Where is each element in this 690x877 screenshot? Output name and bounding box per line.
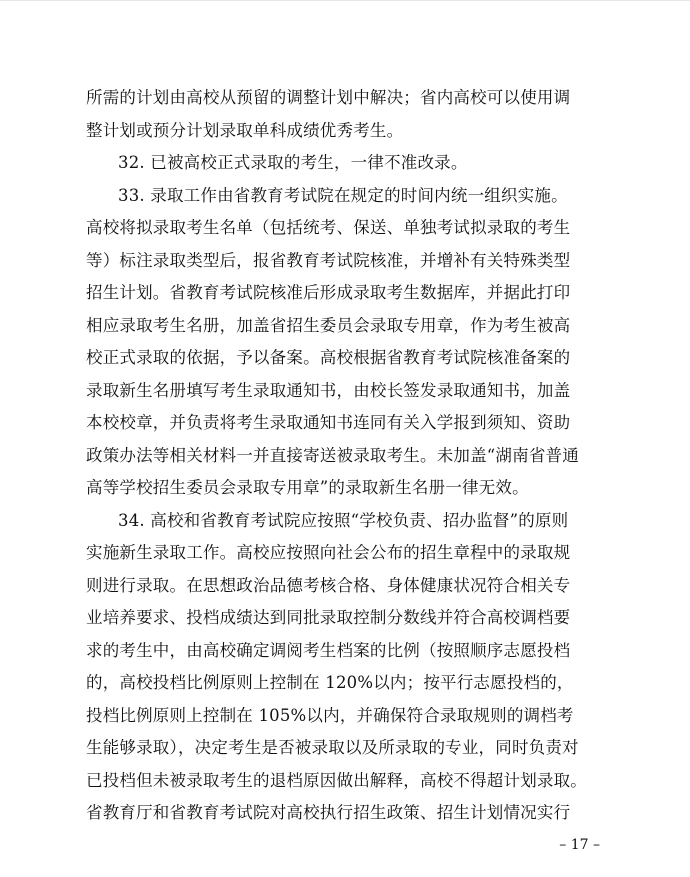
text-line: 本校校章，并负责将考生录取通知书连同有关入学报到须知、资助: [86, 413, 571, 432]
text-line: 所需的计划由高校从预留的调整计划中解决；省内高校可以使用调: [86, 88, 571, 107]
clause-34: 34. 高校和省教育考试院应按照“学校负责、招办监督”的原则: [118, 510, 569, 530]
text-line: 的，高校投档比例原则上控制在 120%以内；按平行志愿投档的，: [86, 673, 574, 692]
text-line: 整计划或预分计划录取单科成绩优秀考生。: [86, 120, 404, 140]
clause-33: 33. 录取工作由省教育考试院在规定的时间内统一组织实施。: [118, 185, 568, 205]
clause-32: 32. 已被高校正式录取的考生，一律不准改录。: [118, 153, 468, 172]
text-line: 相应录取考生名册，加盖省招生委员会录取专用章，作为考生被高: [86, 315, 571, 335]
text-line: 实施新生录取工作。高校应按照向社会公布的招生章程中的录取规: [86, 543, 571, 562]
text-line: 则进行录取。在思想政治品德考核合格、身体健康状况符合相关专: [86, 575, 571, 595]
text-line: 政策办法等相关材料一并直接寄送被录取考生。未加盖“湖南省普通: [86, 445, 579, 465]
text-line: 投档比例原则上控制在 105%以内，并确保符合录取规则的调档考: [86, 705, 574, 725]
text-line: 等）标注录取类型后，报省教育考试院核准，并增补有关特殊类型: [86, 250, 571, 270]
text-line: 已投档但未被录取考生的退档原因做出解释，高校不得超计划录取。: [86, 770, 587, 790]
text-line: 求的考生中，由高校确定调阅考生档案的比例（按照顺序志愿投档: [86, 640, 571, 660]
text-line: 录取新生名册填写考生录取通知书，由校长签发录取通知书，加盖: [86, 380, 571, 400]
page-number: – 17 –: [559, 837, 600, 853]
text-line: 生能够录取），决定考生是否被录取以及所录取的专业，同时负责对: [86, 738, 579, 757]
text-line: 招生计划。省教育考试院核准后形成录取考生数据库，并据此打印: [86, 283, 571, 302]
text-line: 高校将拟录取考生名单（包括统考、保送、单独考试拟录取的考生: [86, 218, 571, 237]
text-line: 校正式录取的依据，予以备案。高校根据省教育考试院核准备案的: [86, 348, 571, 367]
text-line: 业培养要求、投档成绩达到同批录取控制分数线并符合高校调档要: [86, 608, 571, 627]
text-line: 省教育厅和省教育考试院对高校执行招生政策、招生计划情况实行: [86, 803, 571, 822]
body-text: [86, 82, 598, 830]
text-line: 高等学校招生委员会录取专用章”的录取新生名册一律无效。: [86, 478, 529, 497]
